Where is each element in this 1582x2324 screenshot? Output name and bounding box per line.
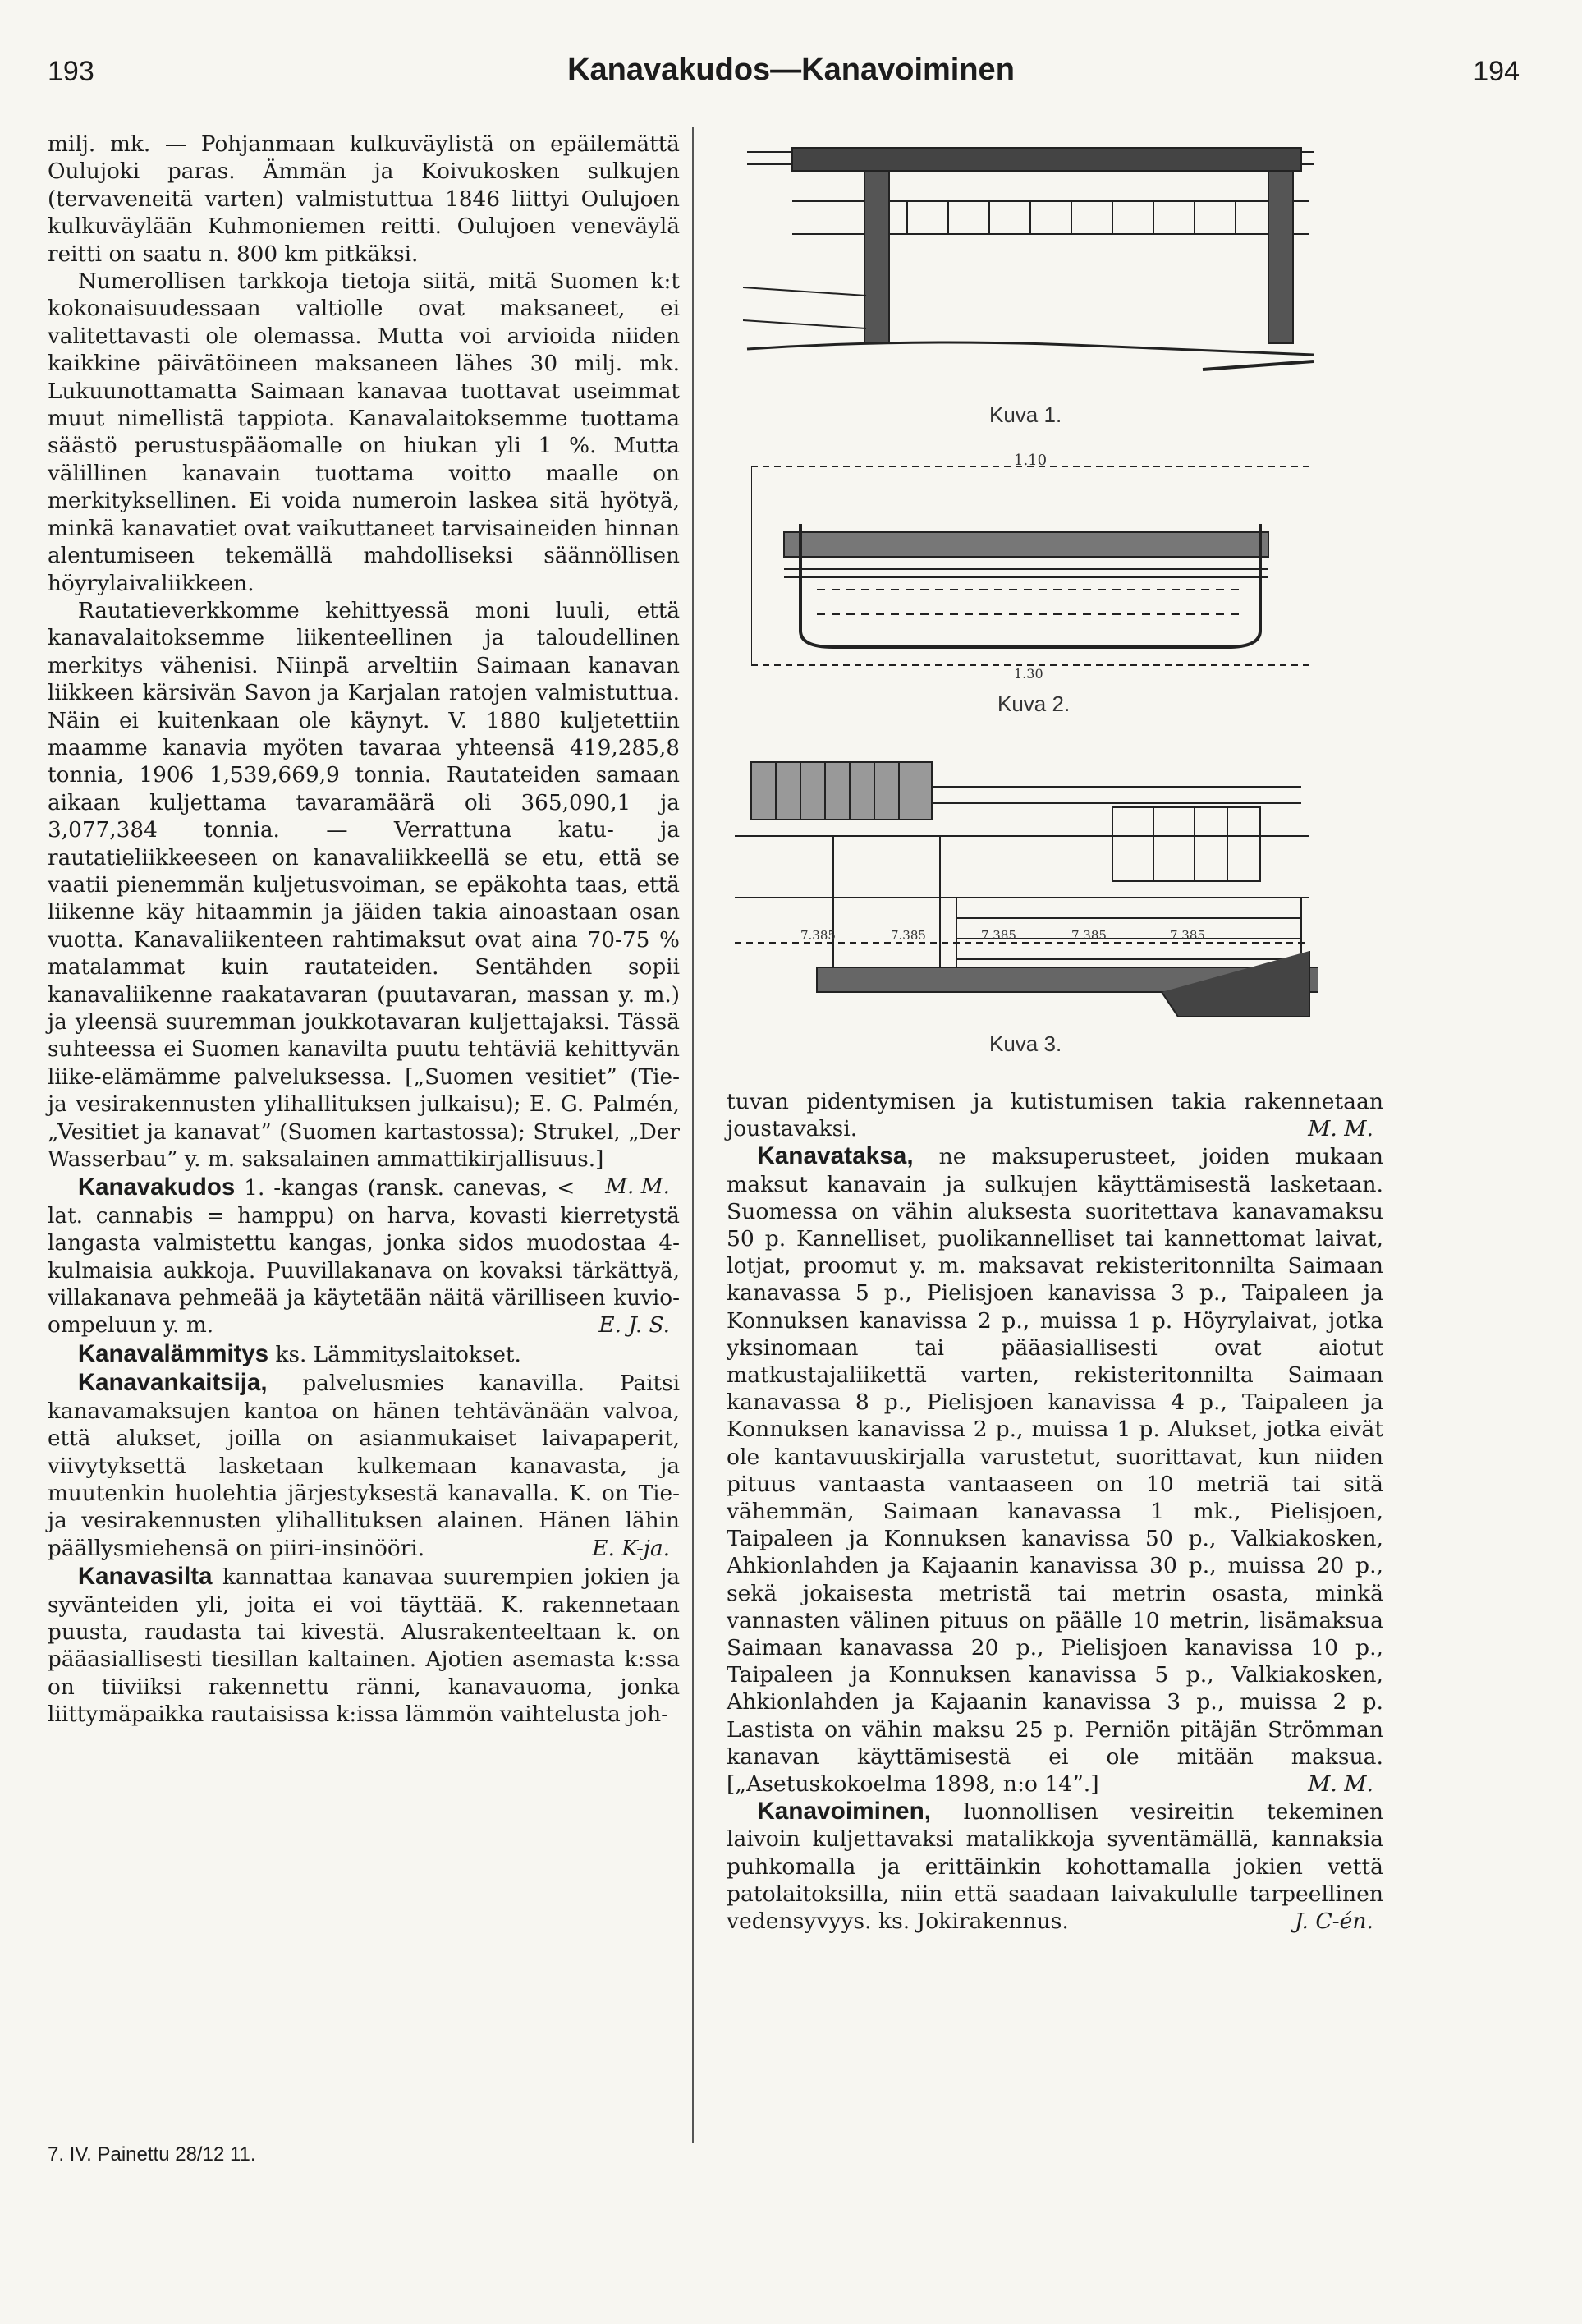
entry-kanavankaitsija: Kanavankaitsija, palvelusmies kanavilla. Paitsi kanavamaksujen kantoa on hänen tehtävänään valvoa, että alukset, joilla on asianmukaiset laivapaperit, viivytyksettä lasketaan kulkemaan kanavasta, ja muutenkin huolehtia järjestyksestä kanavalla. K. on Tie- ja vesirakennusten ylihallituksen alainen. Hänen lähin päällysmiehensä on piiri-insinööri. E. K-ja. <box>48 1369 680 1563</box>
figure-1-drawing <box>743 123 1318 402</box>
column-divider <box>692 127 694 2143</box>
entry-kanavalammitys <box>48 1340 680 1369</box>
left-column <box>48 131 680 1729</box>
print-footer: 7. IV. Painettu 28/12 11. <box>48 2143 256 2166</box>
signature: E. J. S. <box>598 1313 670 1339</box>
entry-kanavasilta: Kanavasilta kannattaa kanavaa suurempien jokien ja syvänteiden yli, joita ei voi täyttää. K. rakennetaan puusta, raudasta tai kivestä. Alusrakenteeltaan k. on pääasiallisesti tiesillan kaltainen. Ajotien asemasta k:ssa on tiiviiksi rakennettu ränni, kanavauoma, jonka liittymäpaikka rautaisissa k:issa lämmön vaihtelusta joh- <box>48 1563 681 1728</box>
cross-reference: ks. Lämmityslaitokset. <box>275 1342 521 1367</box>
figure-3-label: 7.385 <box>1071 928 1107 943</box>
figure-3-label: 7.385 <box>891 928 926 943</box>
figure-3-drawing <box>735 746 1318 1025</box>
figure-3-label: 7.385 <box>800 928 836 943</box>
right-page-number: 194 <box>1473 56 1520 87</box>
entry-kanavoiminen: Kanavoiminen, luonnollisen vesireitin tekeminen laivoin kuljettavaksi matalikkoja syventämällä, kannaksia puhkomalla ja erittäinkin kohottamalla jokien vettä patolaitoksilla, niin että saadaan laivakululle tarpeellinen vedensyvyys. ks. Jokirakennus. J. C-én. <box>727 1798 1383 1935</box>
figure-3-label: 7.385 <box>1170 928 1205 943</box>
figure-3-caption: Kuva 3. <box>989 1031 1062 1056</box>
entry-kanavakudos: Kanavakudos 1. -kangas (ransk. canevas, < lat. cannabis = hamppu) on harva, kovasti kierretystä langasta valmistettu kangas, jonka sidos muodostaa 4-kulmaisia aukkoja. Puuvillakanava on kovaksi tärkättyä, villakanava pehmeää ja käytetään näitä värilliseen kuvio-ompeluun y. m. E. J. S. <box>48 1173 680 1339</box>
figure-1-caption: Kuva 1. <box>989 402 1062 427</box>
figure-2-top-label: 1.10 <box>1014 452 1048 469</box>
left-page-number: 193 <box>48 56 94 87</box>
paragraph-continuation: tuvan pidentymisen ja kutistumisen takia rakennetaan joustavaksi. M. M. <box>727 1089 1383 1142</box>
signature: E. K-ja. <box>592 1536 670 1561</box>
signature: M. M. <box>1308 1116 1373 1142</box>
figure-2-caption: Kuva 2. <box>997 691 1071 716</box>
paragraph-railways: Rautatieverkkomme kehittyessä moni luuli, että kanavalaitoksemme liikenteellinen ja taloudellinen merkitys vähenisi. Niinpä arveltiin Saimaan kanavan liikkeen kärsivän Savon ja Karjalan ratojen valmistuttua. Näin ei kuitenkaan ole käynyt. V. 1880 kuljetettiin maamme kanavia myöten tavaraa yhteensä 419,285,8 tonnia, 1906 1,539,669,9 tonnia. Rautateiden samaan aikaan kuljettama tavaramäärä oli 365,090,1 ja 3,077,384 tonnia. — Verrattuna katu- ja rautatieliikkeeseen on kanavaliikkeellä se etu, että se vaatii pienemmän kuljetusvoiman, se epäkohta taas, että liikenne käy hitaammin ja jäiden takia ainoastaan osan vuotta. Kanavaliikenteen rahtimaksut ovat aina 70-75 % matalammat kuin rautateiden. Sentähden sopii kanavaliikenne raakatavaran (puutavaran, massan y. m.) ja yleensä suuremman joukkotavaran kuljettajaksi. Tässä suhteessa ei Suomen kanavilta puutu tehtäviä kehittyvän liike-elämämme palveluksessa. [„Suomen vesitiet” (Tie- ja vesirakennusten ylihallituksen julkaisu); E. G. Palmén, „Vesitiet ja kanavat” (Suomen kartastossa); Strukel, „Der Wasserbau” y. m. saksalainen ammattikirjallisuus.] M. M. <box>48 598 680 1174</box>
headword: Kanavakudos <box>77 1173 236 1201</box>
figure-1-canal-bridge <box>743 123 1318 427</box>
signature: M. M. <box>605 1174 670 1200</box>
paragraph-oulujoki: milj. mk. — Pohjanmaan kulkuväylistä on epäilemättä Oulujoki paras. Ämmän ja Koivukosken sulkujen (tervaveneitä varten) valmistuttua 1846 liittyi Oulujoen kulkuväylään Kuhmoniemen reitti. Oulujoen veneväylä reitti on saatu n. 800 km pitkäksi. <box>48 132 680 267</box>
figure-3-truss-aqueduct <box>735 746 1318 1056</box>
figure-2-canal-section <box>751 450 1309 716</box>
page-header <box>0 53 1582 97</box>
signature: M. M. <box>1308 1771 1373 1798</box>
right-column <box>727 1088 1383 1935</box>
figure-2-drawing <box>751 450 1309 680</box>
headword: Kanavoiminen, <box>757 1798 932 1826</box>
paragraph-costs: Numerollisen tarkkoja tietoja siitä, mitä Suomen k:t kokonaisuudessaan valtiolle ovat maksaneet, ei valitettavasti ole olemassa. Mutta voi arvioida niiden kaikkine päivätöineen maksaneen lähes 30 milj. mk. Lukuunottamatta Saimaan kanavaa tuottavat useimmat muut nimellistä tappiota. Kanavalaitoksemme tuottama säästö perustuspääomalle on hiukan yli 1 %. Mutta välillinen kanavain tuottama voitto maalle on merkityksellinen. Ei voida numeroin laskea sitä hyötyä, minkä kanavatiet ovat vaikuttaneet tarvisaineiden hinnan alentumiseen tekemällä mahdolliseksi säännöllisen höyrylaivaliikkeen. <box>48 269 680 596</box>
entry-kanavataksa: Kanavataksa, ne maksuperusteet, joiden mukaan maksut kanavain ja sulkujen käyttämisestä lasketaan. Suomessa on vähin aluksesta suoritettava kanavamaksu 50 p. Kannelliset, puolikannelliset tai kannettomat laivat, lotjat, proomut y. m. maksavat rekisteritonnilta Saimaan kanavassa 5 p., Pielisjoen kanavissa 3 p., Taipaleen ja Konnuksen kanavissa 2 p., muissa 1 p. Höyrylaivat, jotka yksinomaan tai pääasiallisesti ovat aiotut matkustajaliikettä varten, rekisteritonnilta Saimaan kanavassa 8 p., Pielisjoen kanavissa 4 p., Taipaleen ja Konnuksen kanavissa 2 p., muissa 1 p. Alukset, jotka eivät ole kantavuuskirjalla varustetut, suorittavat, kun niiden pituus vantaasta vantaaseen on 10 metriä tai sitä vähemmän, Saimaan kanavassa 1 mk., Pielisjoen, Taipaleen ja Konnuksen kanavissa 50 p., Valkiakosken, Ahkionlahden ja Kajaanin kanavissa 30 p., muissa 20 p., sekä jokaisesta metristä tai metrin osasta, minkä vannasten välinen pituus on päälle 10 metrin, lisämaksua Saimaan kanavassa 20 p., Pielisjoen kanavissa 10 p., Taipaleen ja Konnuksen kanavissa 5 p., Valkiakosken, Ahkionlahden ja Kajaanin kanavissa 3 p., muissa 2 p. Lastista on vähin maksu 25 p. Perniön pitäjän Strömman kanavan käyttämisestä ei ole mitään maksua. [„Asetuskokoelma 1898, n:o 14”.] M. M. <box>727 1142 1383 1798</box>
headword: Kanavataksa, <box>757 1142 914 1170</box>
figure-2-bottom-label: 1.30 <box>1014 666 1043 680</box>
headword: Kanavasilta <box>77 1563 213 1591</box>
signature: J. C-én. <box>1294 1908 1373 1935</box>
headword: Kanavankaitsija, <box>77 1369 268 1397</box>
page-running-title: Kanavakudos—Kanavoiminen <box>567 53 1015 87</box>
headword: Kanavalämmitys <box>77 1339 269 1367</box>
figure-3-label: 7.385 <box>981 928 1016 943</box>
